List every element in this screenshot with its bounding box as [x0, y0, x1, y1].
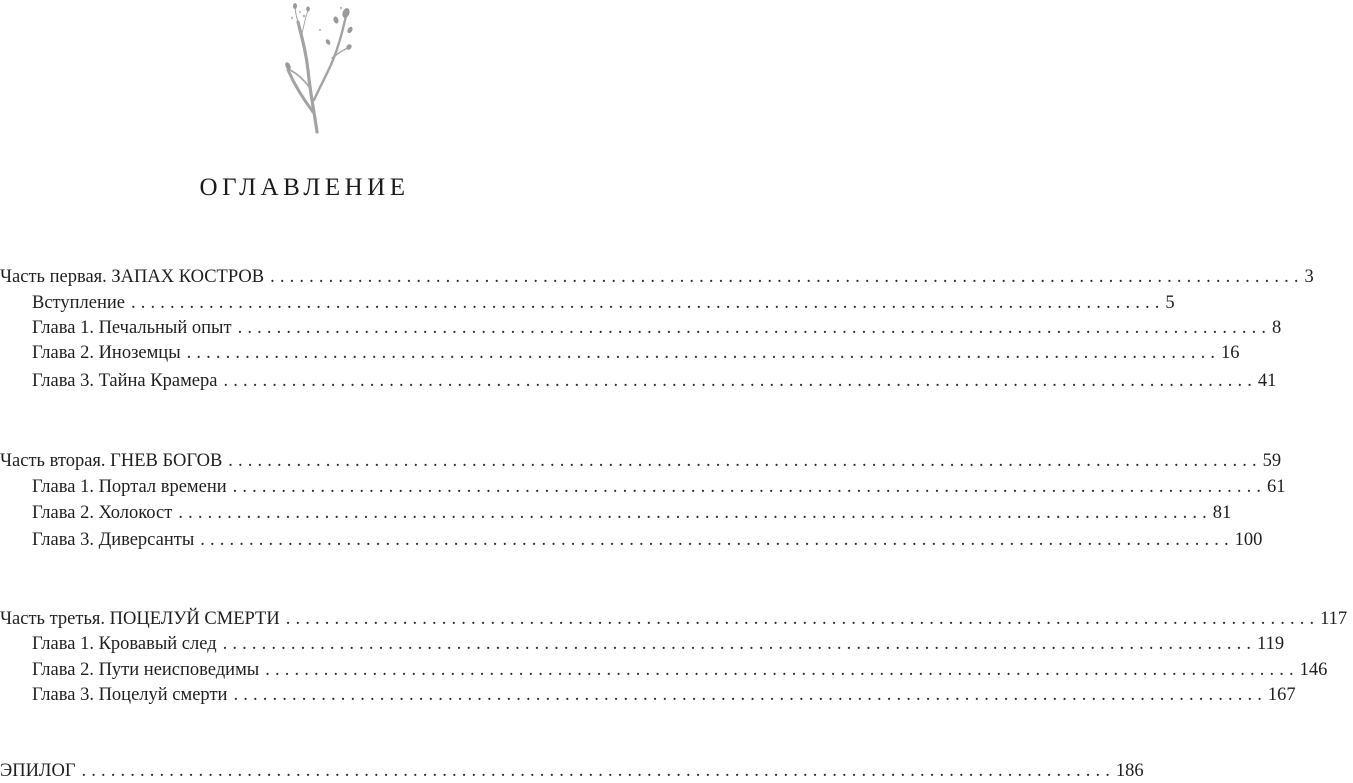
toc-chapter-row[interactable] [0, 632, 1285, 656]
toc-entry-title: Глава 1. Печальный опыт [32, 318, 232, 338]
toc-page-number: 186 [1115, 761, 1144, 781]
dot-leader [233, 683, 1261, 707]
dot-leader [223, 369, 1251, 393]
dot-leader [187, 341, 1215, 365]
toc-page-number: 16 [1221, 343, 1240, 363]
toc-page-number: 8 [1271, 318, 1282, 338]
dot-leader [200, 528, 1228, 552]
page-title: ОГЛАВЛЕНИЕ [199, 174, 410, 201]
toc-part-row[interactable] [0, 265, 1314, 289]
toc-page-number: 41 [1257, 371, 1277, 391]
toc-entry-title: Вступление [32, 293, 125, 313]
toc-part-row[interactable] [0, 607, 1348, 631]
dot-leader [265, 658, 1293, 682]
toc-chapter-row[interactable] [0, 528, 1263, 552]
toc-entry-title: Глава 1. Портал времени [32, 477, 227, 497]
dot-leader [82, 759, 1110, 783]
dot-leader [286, 607, 1314, 631]
toc-page-number: 119 [1257, 634, 1285, 654]
toc-entry-title: Глава 3. Поцелуй смерти [32, 685, 228, 705]
toc-page-number: 81 [1212, 503, 1232, 523]
toc-entry-title: Глава 2. Пути неисповедимы [32, 660, 260, 680]
toc-entry-title: Глава 2. Иноземцы [32, 343, 181, 363]
toc-chapter-row[interactable] [0, 316, 1282, 340]
toc-entry-title: Часть третья. ПОЦЕЛУЙ СМЕРТИ [0, 609, 280, 629]
toc-part-row[interactable] [0, 449, 1282, 473]
toc-entry-title: Глава 3. Диверсанты [32, 530, 195, 550]
toc-chapter-row[interactable] [0, 291, 1175, 315]
toc-entry-title: Глава 2. Холокост [32, 503, 173, 523]
toc-page-number: 3 [1304, 267, 1314, 287]
toc-page-number: 61 [1267, 477, 1286, 497]
toc-chapter-row[interactable] [0, 501, 1232, 525]
dot-leader [233, 475, 1261, 499]
toc-page-number: 100 [1234, 530, 1263, 550]
toc-chapter-row[interactable] [0, 475, 1286, 499]
dot-leader [238, 316, 1266, 340]
toc-entry-title: Часть первая. ЗАПАХ КОСТРОВ [0, 267, 265, 287]
toc-entry-title: ЭПИЛОГ [0, 761, 76, 781]
toc-page-number: 59 [1262, 451, 1282, 471]
toc-chapter-row[interactable] [0, 369, 1277, 393]
toc-entry-title: Глава 3. Тайна Крамера [32, 371, 218, 391]
toc-entry-title: Глава 1. Кровавый след [32, 634, 217, 654]
toc-entry-title: Часть вторая. ГНЕВ БОГОВ [0, 451, 223, 471]
toc-page-number: 117 [1320, 609, 1348, 629]
toc-page-number: 167 [1267, 685, 1296, 705]
dot-leader [223, 632, 1251, 656]
dot-leader [178, 501, 1206, 525]
toc-chapter-row[interactable] [0, 658, 1328, 682]
wildflower-sprig-icon [262, 0, 362, 135]
dot-leader [131, 291, 1159, 315]
toc-page-number: 146 [1299, 660, 1328, 680]
toc-chapter-row[interactable] [0, 341, 1240, 365]
toc-page-number: 5 [1165, 293, 1175, 313]
dot-leader [270, 265, 1298, 289]
toc-part-row[interactable] [0, 759, 1144, 783]
toc-chapter-row[interactable] [0, 683, 1296, 707]
dot-leader [228, 449, 1256, 473]
